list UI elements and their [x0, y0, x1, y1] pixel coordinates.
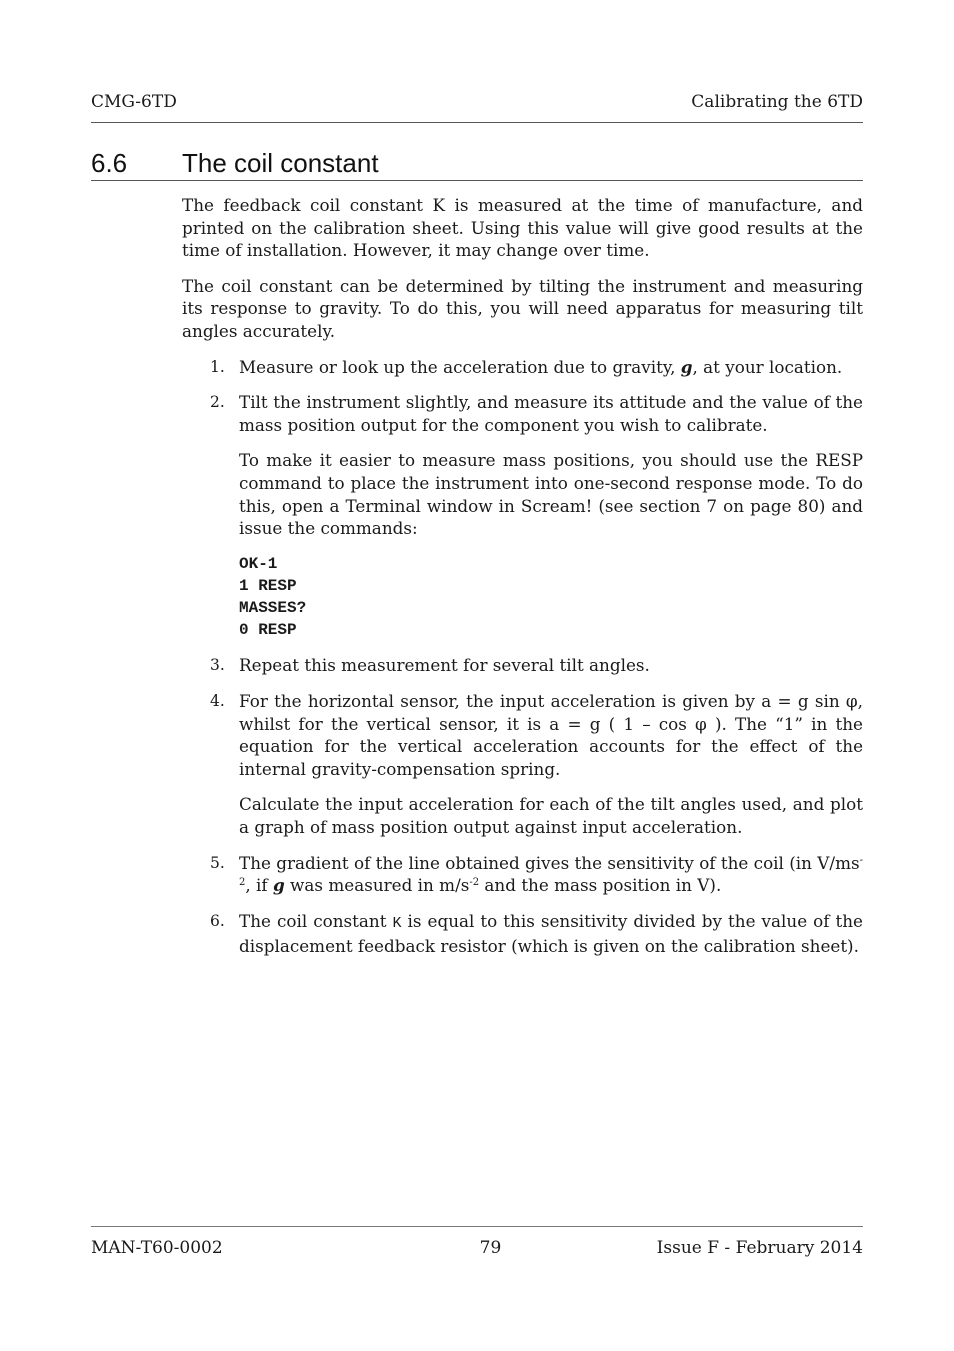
exponent: -2 — [239, 854, 863, 889]
step-number: 2. — [210, 393, 225, 412]
section-heading — [91, 146, 863, 180]
step-number: 3. — [210, 656, 225, 675]
command-line: MASSES? — [239, 599, 307, 618]
step-text: Tilt the instrument slightly, and measure its attitude and the value of the mass position output for the component you wish to calibrate. — [239, 392, 863, 435]
header-chapter: Calibrating the 6TD — [691, 92, 863, 112]
procedure-steps — [182, 356, 863, 958]
step-text: The coil constant K is equal to this sensitivity divided by the value of the displacement feedback resistor (which is given on the calibration sheet). — [239, 910, 863, 957]
command-line: 1 RESP — [239, 576, 297, 595]
section-rule — [91, 180, 863, 181]
step-number: 6. — [210, 911, 225, 930]
step-text: For the horizontal sensor, the input acceleration is given by a = g sin φ, whilst for the vertical sensor, it is a = g ( 1 – cos φ ). The “1” in the equation for the vertical acceleration accounts for the effect of the internal gravity-compensation spring. — [239, 691, 863, 779]
step-item — [182, 654, 863, 677]
page-number: 79 — [479, 1238, 502, 1258]
step-number: 1. — [210, 357, 225, 376]
step-item — [182, 852, 863, 897]
step-number: 4. — [210, 692, 225, 711]
step-item — [182, 690, 863, 839]
command-block — [239, 553, 863, 642]
footer-issue: Issue F - February 2014 — [656, 1238, 863, 1258]
section-body — [182, 194, 863, 971]
step-note: Calculate the input acceleration for each of the tilt angles used, and plot a graph of mass position output against input acceleration. — [239, 794, 863, 838]
section-number: 6.6 — [91, 148, 128, 178]
step-item — [182, 356, 863, 379]
footer-rule — [91, 1226, 863, 1227]
step-note: To make it easier to measure mass positions, you should use the RESP command to place the instrument into one-second response mode. To do this, open a Terminal window in Scream! (see section 7 on page 80) and issue the commands: — [239, 450, 863, 539]
command-line: 0 RESP — [239, 621, 297, 640]
step-text: Repeat this measurement for several tilt angles. — [239, 655, 650, 676]
step-text: The gradient of the line obtained gives the sensitivity of the coil (in $V/ms^{-2}$, if g was measured in $m/s^{-2}$ and the mass position in V). — [239, 852, 863, 896]
header-product: CMG-6TD — [91, 92, 177, 112]
section-title: The coil constant — [182, 148, 379, 178]
gravity-symbol: g — [272, 875, 285, 896]
footer-document-id: MAN-T60-0002 — [91, 1238, 223, 1258]
step-number: 5. — [210, 853, 225, 872]
coil-constant-symbol: K — [392, 914, 402, 932]
header-rule — [91, 122, 863, 123]
step-text: Measure or look up the acceleration due to gravity, g, at your location. — [239, 356, 843, 377]
step-item — [182, 910, 863, 958]
command-line: OK-1 — [239, 554, 278, 573]
step-item — [182, 391, 863, 641]
intro-paragraph: The feedback coil constant K is measured at the time of manufacture, and printed on the calibration sheet. Using this value will give good results at the time of installation. However, it may change over time. — [182, 195, 863, 261]
intro-paragraph: The coil constant can be determined by tilting the instrument and measuring its response to gravity. To do this, you will need apparatus for measuring tilt angles accurately. — [182, 275, 863, 341]
exponent: -2 — [469, 877, 480, 889]
gravity-symbol: g — [680, 356, 693, 377]
